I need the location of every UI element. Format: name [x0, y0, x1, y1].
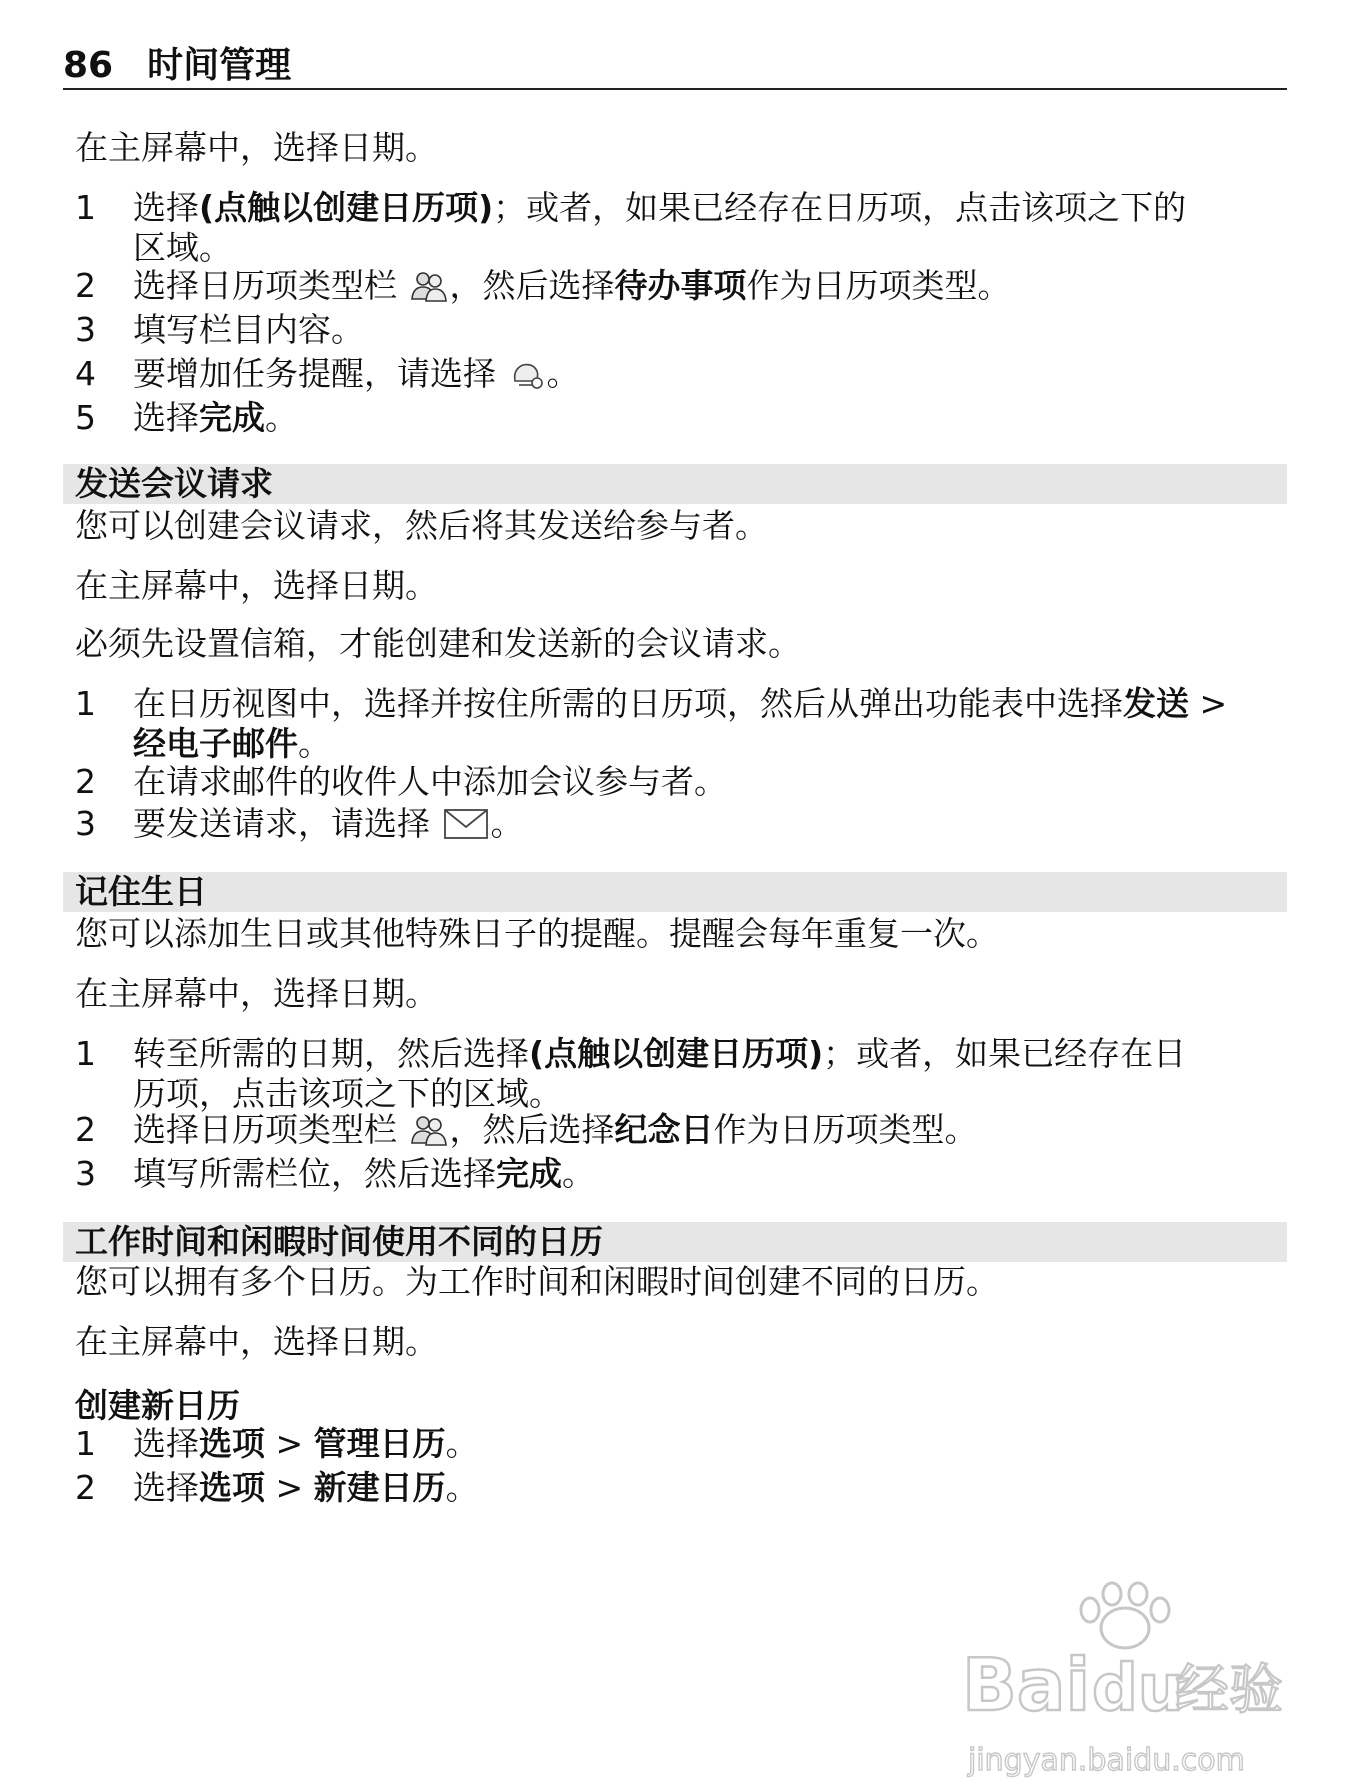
- step-text-part: 。: [298, 724, 331, 763]
- paragraph: [63, 974, 1287, 1014]
- step-text-part: 选择: [133, 398, 199, 437]
- ui-label-bold: (点触以创建日历项): [199, 188, 494, 227]
- step-text-part: 作为日历项类型。: [713, 1110, 978, 1149]
- paragraph-text: 在主屏幕中，选择日期。: [75, 566, 438, 605]
- step-text-part: 转至所需的日期，然后选择: [133, 1034, 529, 1073]
- ui-label-bold: 完成: [496, 1154, 562, 1193]
- page-number: 86: [63, 45, 114, 86]
- people-icon: [410, 1113, 448, 1156]
- ui-label-bold: 选项: [199, 1424, 265, 1463]
- step-text-part: 。: [562, 1154, 595, 1193]
- step-number: 1: [75, 188, 96, 227]
- step-text-part: 区域。: [133, 228, 232, 267]
- step-text-part: 选择日历项类型栏: [133, 266, 408, 305]
- step-text: [133, 398, 1263, 438]
- section-title: 发送会议请求: [63, 464, 1287, 504]
- svg-text:du: du: [1092, 1652, 1184, 1726]
- page-title: 时间管理: [147, 45, 292, 86]
- step-text: [133, 804, 1263, 850]
- step-text: 在请求邮件的收件人中添加会议参与者。: [133, 762, 727, 801]
- alarm-bell-icon: [509, 359, 545, 400]
- people-icon: [410, 269, 448, 312]
- step-number: 2: [75, 1110, 96, 1149]
- step-number: 3: [75, 1154, 96, 1193]
- paragraph: [63, 1262, 1287, 1302]
- step-text-part: 选择日历项类型栏: [133, 1110, 408, 1149]
- step-text: [133, 1154, 1263, 1194]
- step-text-part: 。: [490, 804, 524, 843]
- paragraph-text: 您可以添加生日或其他特殊日子的提醒。提醒会每年重复一次。: [75, 914, 999, 953]
- step-text-part: 选择: [133, 1424, 199, 1463]
- paragraph: [63, 566, 1287, 606]
- section-title: 工作时间和闲暇时间使用不同的日历: [63, 1222, 1287, 1262]
- step-number: 2: [75, 266, 96, 305]
- ui-label-bold: 完成: [199, 398, 265, 437]
- ui-label-bold: 管理日历: [313, 1424, 446, 1463]
- step-text-part: 填写所需栏位，然后选择: [133, 1154, 496, 1193]
- step-text-part: 。: [265, 398, 298, 437]
- step-text-part: ，然后选择: [449, 1110, 615, 1149]
- step-number: 3: [75, 310, 96, 349]
- step-number: 1: [75, 1424, 96, 1463]
- ui-label-bold: 纪念日: [614, 1110, 714, 1149]
- step-text-part: 要增加任务提醒，请选择: [133, 354, 507, 393]
- ui-label-bold: 选项: [199, 1468, 265, 1507]
- ui-label-bold: 发送: [1123, 684, 1189, 723]
- section-heading-birthday: [63, 872, 1287, 912]
- step-number: 2: [75, 1468, 96, 1507]
- step-text: [133, 1424, 1263, 1464]
- section-title: 记住生日: [63, 872, 1287, 912]
- svg-text:经验: 经验: [1175, 1658, 1283, 1721]
- step-text-part: ，然后选择: [449, 266, 615, 305]
- step-text-part: 选择: [133, 1468, 199, 1507]
- ui-label-bold: (点触以创建日历项): [529, 1034, 824, 1073]
- step-text-part: >: [1189, 684, 1228, 723]
- step-text: [133, 1468, 1263, 1508]
- section-heading-meeting: [63, 464, 1287, 504]
- subheading: [63, 1386, 1287, 1426]
- step-text-part: 。: [445, 1468, 479, 1507]
- page-header: [63, 44, 1287, 90]
- step-text: [133, 266, 1263, 312]
- step-text-part: 要发送请求，请选择: [133, 804, 441, 843]
- ui-label-bold: 新建日历: [313, 1468, 446, 1507]
- step-text-part: ；或者，如果已经存在日: [823, 1034, 1187, 1073]
- paragraph-text: 您可以拥有多个日历。为工作时间和闲暇时间创建不同的日历。: [75, 1262, 999, 1301]
- step-text: [133, 354, 1263, 400]
- intro-paragraph: [63, 128, 1287, 168]
- intro-text: 在主屏幕中，选择日期。: [75, 128, 438, 167]
- step-text-part: ；或者，如果已经存在日历项，点击该项之下的: [493, 188, 1187, 227]
- baidu-jingyan-watermark: [960, 1580, 1290, 1780]
- step-text: [133, 1110, 1263, 1156]
- step-number: 2: [75, 762, 96, 801]
- paragraph-text: 必须先设置信箱，才能创建和发送新的会议请求。: [75, 624, 801, 663]
- svg-text:Bai: Bai: [962, 1643, 1091, 1727]
- step-text-part: 。: [546, 354, 580, 393]
- step-number: 4: [75, 354, 96, 393]
- step-number: 1: [75, 1034, 96, 1073]
- step-text-part: 。: [445, 1424, 479, 1463]
- step-text-part: >: [265, 1468, 314, 1507]
- step-text: [133, 188, 1263, 268]
- step-number: 5: [75, 398, 96, 437]
- step-text: [133, 684, 1263, 764]
- paragraph-text: 在主屏幕中，选择日期。: [75, 974, 438, 1013]
- paragraph-text: 在主屏幕中，选择日期。: [75, 1322, 438, 1361]
- paragraph: [63, 506, 1287, 546]
- ui-label-bold: 待办事项: [614, 266, 747, 305]
- step-text-part: 选择: [133, 188, 199, 227]
- step-text: 填写栏目内容。: [133, 310, 364, 349]
- step-text-part: 在日历视图中，选择并按住所需的日历项，然后从弹出功能表中选择: [133, 684, 1123, 723]
- envelope-icon: [443, 807, 489, 850]
- step-text-part: 历项，点击该项之下的区域。: [133, 1074, 562, 1113]
- step-text-part: >: [265, 1424, 314, 1463]
- paragraph: [63, 914, 1287, 954]
- step-number: 3: [75, 804, 96, 843]
- step-text: [133, 1034, 1263, 1114]
- section-heading-calendars: [63, 1222, 1287, 1262]
- svg-text:jingyan.baidu.com: jingyan.baidu.com: [968, 1743, 1245, 1778]
- step-number: 1: [75, 684, 96, 723]
- paragraph: [63, 1322, 1287, 1362]
- paragraph-text: 您可以创建会议请求，然后将其发送给参与者。: [75, 506, 768, 545]
- paragraph: [63, 624, 1287, 664]
- ui-label-bold: 经电子邮件: [133, 724, 298, 763]
- subheading-text: 创建新日历: [75, 1386, 240, 1425]
- step-text-part: 作为日历项类型。: [746, 266, 1011, 305]
